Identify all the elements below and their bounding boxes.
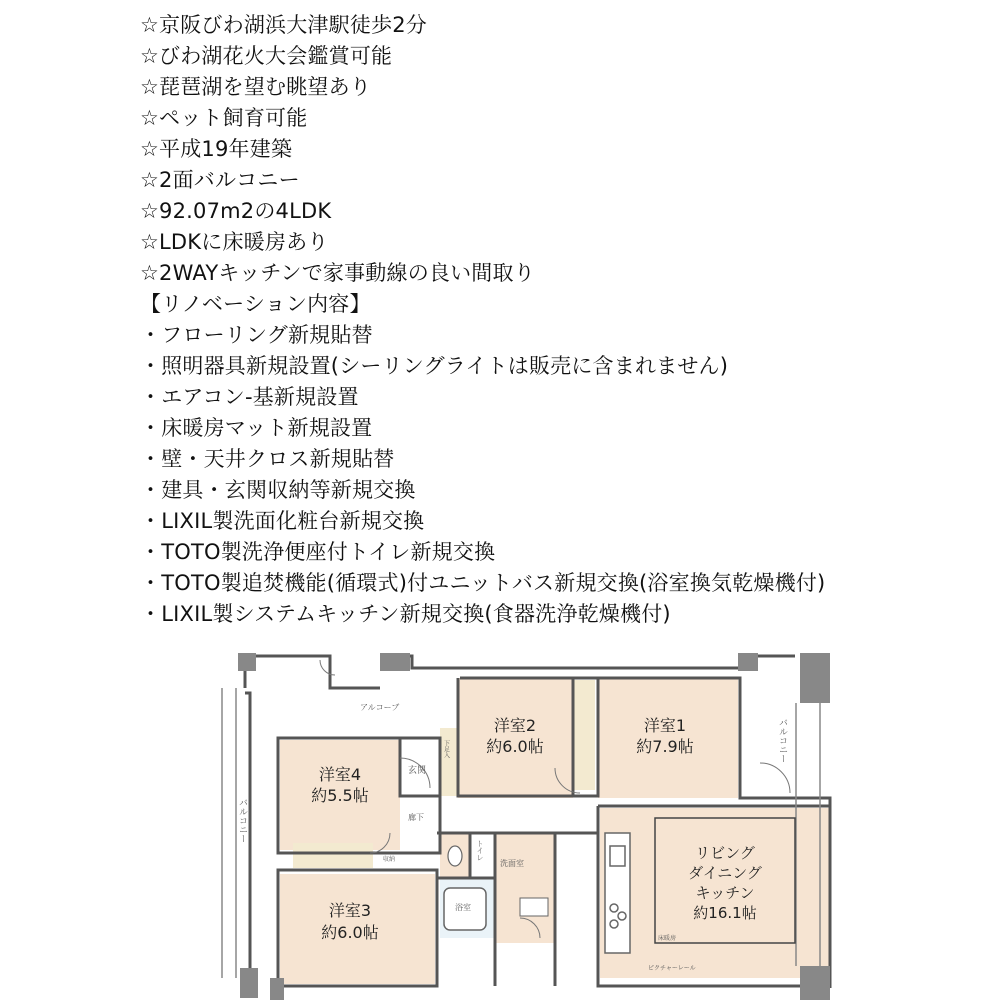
alcove-label: アルコーブ [360,703,400,712]
room2-size: 約6.0帖 [486,737,544,756]
floor-heating-label: 床暖房 [658,935,677,942]
renovation-item: ・TOTO製追焚機能(循環式)付ユニットバス新規交換(浴室換気乾燥機付) [140,571,826,595]
room4-size: 約5.5帖 [311,786,369,805]
floor-plan-drawing [0,648,1000,1000]
wash-basin [520,898,548,916]
room3-size: 約6.0帖 [321,923,379,942]
floor-plan [0,648,1000,1000]
feature-line: ☆ペット飼育可能 [140,106,308,130]
balcony-right-label: バルコニー [777,718,787,763]
renovation-heading: 【リノベーション内容】 [140,292,371,316]
feature-line: ☆2WAYキッチンで家事動線の良い間取り [140,261,535,285]
feature-line: ☆2面バルコニー [140,168,300,192]
feature-line: ☆LDKに床暖房あり [140,230,329,254]
storage-label: 収納 [383,856,396,863]
washroom-fill [495,833,555,943]
renovation-item: ・LIXIL製システムキッチン新規交換(食器洗浄乾燥機付) [140,602,671,626]
washroom-label: 洗面室 [500,859,524,868]
bath-label: 浴室 [455,903,471,912]
ldk-name-line2: ダイニング [688,864,762,882]
entrance-label: 玄関 [408,766,427,776]
renovation-item: ・エアコン-基新規設置 [140,385,359,409]
renovation-item: ・照明器具新規設置(シーリングライトは販売に含まれません) [140,354,729,378]
room4-name: 洋室4 [318,765,362,784]
renovation-item: ・床暖房マット新規設置 [140,416,373,440]
ldk-name-line1: リビング [695,844,755,862]
toilet-bowl [448,846,462,866]
room4-closet-fill [293,843,373,868]
room2-name: 洋室2 [493,716,537,735]
toilet-label: トイレ [476,840,484,861]
renovation-item: ・壁・天井クロス新規貼替 [140,447,395,471]
picture-rail-label: ピクチャーレール [648,965,696,972]
feature-line: ☆92.07m2の4LDK [140,199,332,223]
closet-fill [573,680,595,790]
feature-line: ☆琵琶湖を望む眺望あり [140,75,372,99]
room1-size: 約7.9帖 [636,737,694,756]
shoebox-label: 下足入 [442,740,450,758]
feature-line: ☆びわ湖花火大会鑑賞可能 [140,44,393,68]
feature-line: ☆京阪びわ湖浜大津駅徒歩2分 [140,13,427,37]
kitchen-counter [605,833,630,953]
renovation-item: ・LIXIL製洗面化粧台新規交換 [140,509,425,533]
corridor-label: 廊下 [408,813,424,822]
feature-line: ☆平成19年建築 [140,137,293,161]
renovation-item: ・TOTO製洗浄便座付トイレ新規交換 [140,540,496,564]
ldk-name-line3: キッチン [695,884,755,902]
feature-list [140,10,990,630]
ldk-size: 約16.1帖 [693,904,757,922]
room3-name: 洋室3 [328,901,372,920]
balcony-left-label: バルコニー [237,798,247,843]
renovation-item: ・フローリング新規貼替 [140,323,373,347]
room1-name: 洋室1 [643,716,687,735]
renovation-item: ・建具・玄関収納等新規交換 [140,478,416,502]
